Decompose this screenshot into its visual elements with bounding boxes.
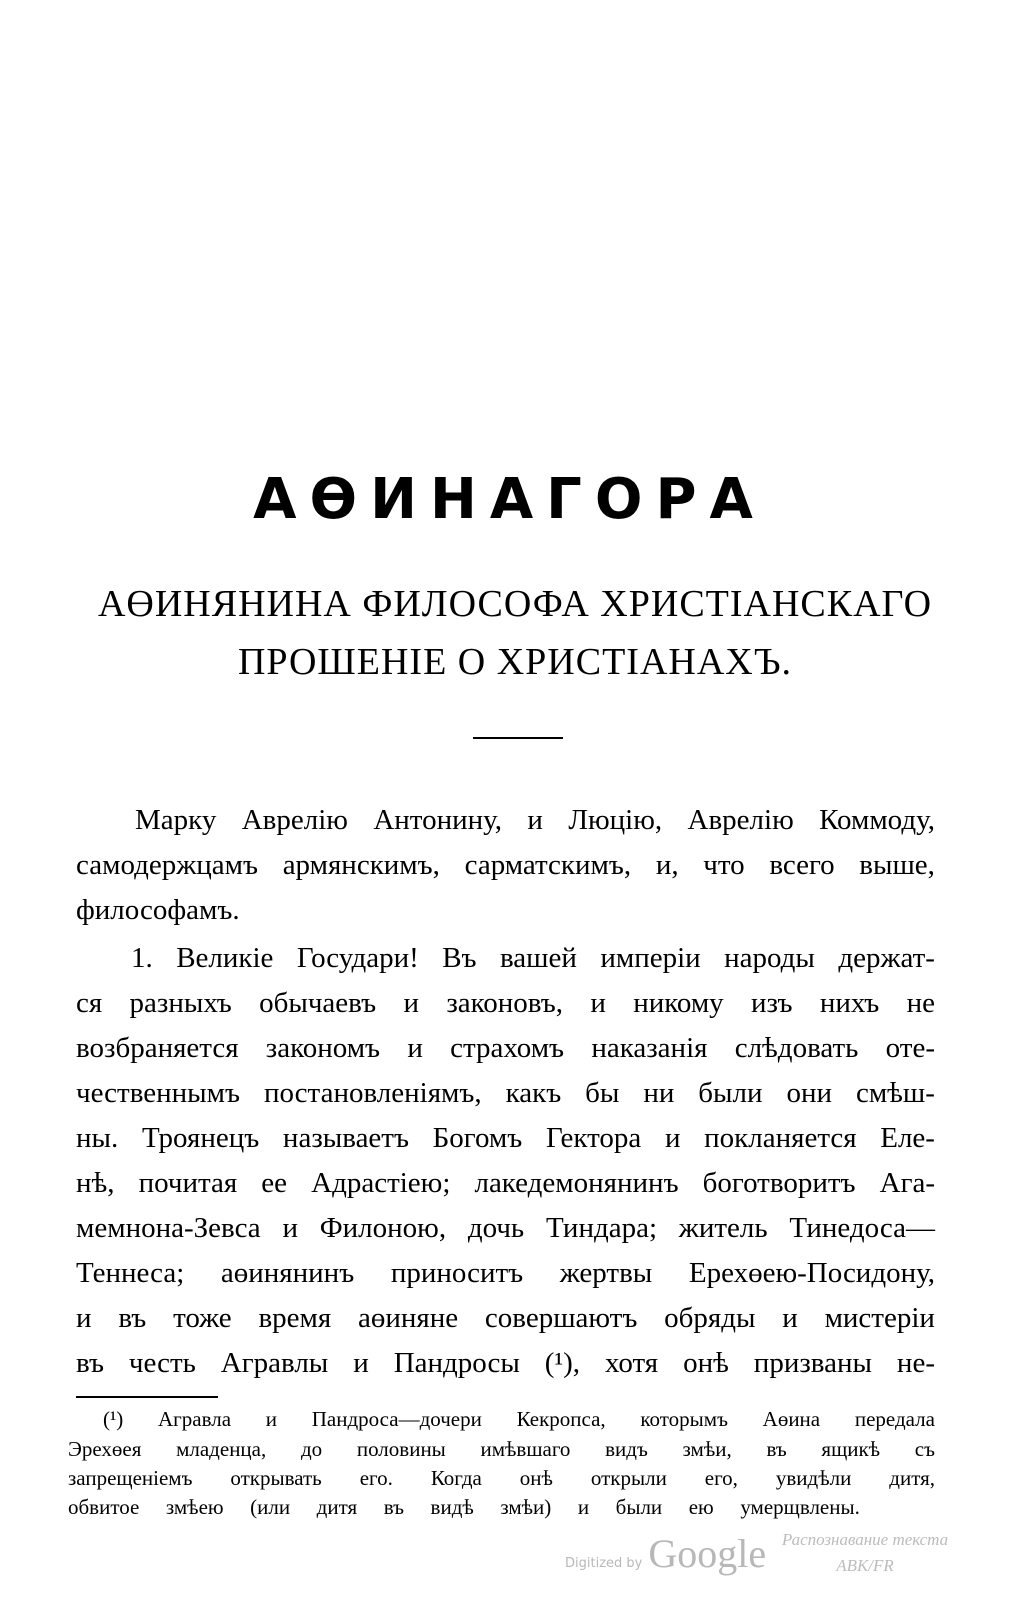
word: увидѣли <box>775 1466 852 1490</box>
word: лакедемонянинъ <box>474 1167 679 1199</box>
word: его. <box>359 1466 393 1490</box>
word: дочь <box>467 1212 525 1244</box>
word: обряды <box>664 1302 756 1334</box>
word: Троянецъ <box>141 1122 260 1154</box>
word: и <box>76 1302 92 1334</box>
word: тоже <box>173 1302 232 1334</box>
word: дитя, <box>889 1466 935 1490</box>
word: были <box>698 1077 763 1109</box>
word: и <box>664 1122 681 1154</box>
word: не- <box>896 1347 935 1379</box>
word: совершаютъ <box>484 1302 638 1334</box>
word: призваны <box>753 1347 872 1379</box>
word: разныхъ <box>129 987 232 1019</box>
word: Аврелію <box>687 804 794 836</box>
word: Тинедоса— <box>789 1212 935 1244</box>
word: философамъ. <box>76 894 240 926</box>
word: они <box>786 1077 833 1109</box>
word: были <box>615 1495 663 1519</box>
ocr-stamp-line: ABK/FR <box>836 1556 894 1575</box>
text-line <box>76 1073 935 1113</box>
word: жертвы <box>559 1257 653 1289</box>
word: мемнона-Зевса <box>76 1212 261 1244</box>
word: покланяется <box>704 1122 857 1154</box>
word: хотя <box>605 1347 659 1379</box>
word: Ага- <box>879 1167 935 1199</box>
text-line <box>135 800 935 840</box>
book-title: АӨИНАГОРА <box>253 467 766 532</box>
word: до <box>300 1437 323 1461</box>
word: сарматскимъ, <box>464 849 632 881</box>
text-line <box>76 1208 935 1248</box>
word: умерщвлены. <box>740 1495 860 1519</box>
word: 1. <box>131 942 153 974</box>
word: боготворитъ <box>702 1167 856 1199</box>
title-divider <box>473 737 563 739</box>
text-line <box>131 938 935 978</box>
word: Еле- <box>880 1122 935 1154</box>
word: время <box>258 1302 332 1334</box>
subtitle <box>70 575 960 691</box>
word: и <box>403 987 420 1019</box>
word: ни <box>643 1077 675 1109</box>
word: аөинянинъ <box>220 1257 355 1289</box>
word: Люцію, <box>568 804 663 836</box>
word: Аврелію <box>241 804 348 836</box>
word: съ <box>914 1437 935 1461</box>
word: Пандроса—дочери <box>311 1407 482 1431</box>
word: почитая <box>138 1167 238 1199</box>
footnote-divider <box>76 1396 218 1398</box>
word: Агравлы <box>220 1347 329 1379</box>
word: (¹) <box>103 1407 124 1431</box>
subtitle-line: ПРОШЕНІЕ О ХРИСТІАНАХЪ. <box>237 641 793 683</box>
word: Тиндара; <box>545 1212 658 1244</box>
footnote-line <box>68 1463 935 1493</box>
word: ею <box>688 1495 714 1519</box>
word: ся <box>76 987 103 1019</box>
word: вашей <box>499 942 577 974</box>
word: Гектора <box>545 1122 642 1154</box>
word: Коммоду, <box>819 804 935 836</box>
word: запрещеніемъ <box>68 1466 193 1490</box>
word: видъ <box>605 1437 648 1461</box>
word: всего <box>769 849 835 881</box>
word: видѣ <box>430 1495 474 1519</box>
word: армянскимъ, <box>282 849 440 881</box>
word: имперіи <box>600 942 701 974</box>
word: дитя <box>316 1495 358 1519</box>
word: не <box>906 987 935 1019</box>
word: въ <box>76 1347 104 1379</box>
word: онѣ <box>519 1466 553 1490</box>
google-logo: Google <box>648 1531 767 1576</box>
ocr-stamp <box>760 1527 970 1579</box>
word: и, <box>655 849 679 881</box>
google-watermark <box>565 1530 766 1577</box>
subtitle-line: АӨИНЯНИНА ФИЛОСОФА ХРИСТІАНСКАГО <box>97 583 933 625</box>
word: и <box>577 1495 590 1519</box>
footnote-line <box>68 1492 860 1522</box>
word: называетъ <box>282 1122 409 1154</box>
word: и <box>590 987 606 1019</box>
word: слѣдовать <box>734 1032 859 1064</box>
word: постановленіямъ, <box>263 1077 482 1109</box>
word: открыли <box>590 1466 667 1490</box>
word: и <box>407 1032 423 1064</box>
word: змѣею <box>165 1495 224 1519</box>
word: Филоною, <box>319 1212 447 1244</box>
word: чественнымъ <box>76 1077 240 1109</box>
word: обычаевъ <box>259 987 377 1019</box>
word: закономъ <box>265 1032 381 1064</box>
text-line <box>76 890 935 930</box>
footnote-line <box>68 1434 935 1464</box>
word: открывать <box>230 1466 322 1490</box>
word: Теннеса; <box>76 1257 185 1289</box>
word: (¹), <box>544 1347 581 1379</box>
word: Богомъ <box>432 1122 523 1154</box>
word: держат- <box>838 942 935 974</box>
word: и <box>782 1302 798 1334</box>
word: Въ <box>442 942 477 974</box>
word: имѣвшаго <box>480 1437 571 1461</box>
text-line <box>76 845 935 885</box>
word: Великіе <box>176 942 274 974</box>
word: въ <box>383 1495 404 1519</box>
footnote-line <box>103 1404 935 1434</box>
word: Когда <box>430 1466 482 1490</box>
word: выше, <box>859 849 935 881</box>
word: которымъ <box>640 1407 728 1431</box>
word: Пандросы <box>393 1347 520 1379</box>
word: аөиняне <box>358 1302 459 1334</box>
word: бы <box>585 1077 620 1109</box>
word: возбраняется <box>76 1032 239 1064</box>
word: и <box>353 1347 369 1379</box>
word: житель <box>678 1212 768 1244</box>
text-line <box>76 1343 935 1383</box>
word: нѣ, <box>76 1167 115 1199</box>
word: змѣи, <box>682 1437 732 1461</box>
word: ее <box>261 1167 288 1199</box>
word: и <box>265 1407 278 1431</box>
word: Ерехөею-Посидону, <box>688 1257 935 1289</box>
word: что <box>703 849 745 881</box>
word: Антонину, <box>373 804 502 836</box>
word: Агравла <box>158 1407 232 1431</box>
word: обвитое <box>68 1495 140 1519</box>
word: и <box>282 1212 298 1244</box>
word: ящикѣ <box>821 1437 881 1461</box>
word: Государи! <box>296 942 419 974</box>
word: Аөина <box>762 1407 821 1431</box>
word: никому <box>633 987 724 1019</box>
word: Эрехөея <box>68 1437 142 1461</box>
word: ны. <box>76 1122 119 1154</box>
word: какъ <box>505 1077 562 1109</box>
word: народы <box>724 942 815 974</box>
ocr-stamp-line: Распознавание текста <box>781 1530 949 1549</box>
word: въ <box>766 1437 787 1461</box>
word: изъ <box>751 987 793 1019</box>
word: половины <box>356 1437 446 1461</box>
word: смѣш- <box>855 1077 935 1109</box>
text-line <box>76 1163 935 1203</box>
word: Адрастіею; <box>311 1167 451 1199</box>
word: змѣи) <box>500 1495 552 1519</box>
word: мистеріи <box>824 1302 935 1334</box>
word: честь <box>128 1347 196 1379</box>
word: Кекропса, <box>516 1407 606 1431</box>
word: (или <box>250 1495 291 1519</box>
word: законовъ, <box>446 987 564 1019</box>
text-line <box>76 1118 935 1158</box>
text-line <box>76 1028 935 1068</box>
word: приноситъ <box>390 1257 524 1289</box>
text-line <box>76 983 935 1023</box>
word: оте- <box>885 1032 935 1064</box>
word: и <box>527 804 543 836</box>
word: младенца, <box>176 1437 267 1461</box>
word: самодержцамъ <box>76 849 259 881</box>
digitized-by-label: Digitized by <box>565 1556 643 1571</box>
word: нихъ <box>819 987 880 1019</box>
word: Марку <box>135 804 217 836</box>
word: онѣ <box>683 1347 729 1379</box>
text-line <box>76 1253 935 1293</box>
text-line <box>76 1298 935 1338</box>
word: наказанія <box>591 1032 708 1064</box>
word: передала <box>854 1407 935 1431</box>
word: въ <box>118 1302 147 1334</box>
word: страхомъ <box>450 1032 565 1064</box>
word: его, <box>704 1466 738 1490</box>
